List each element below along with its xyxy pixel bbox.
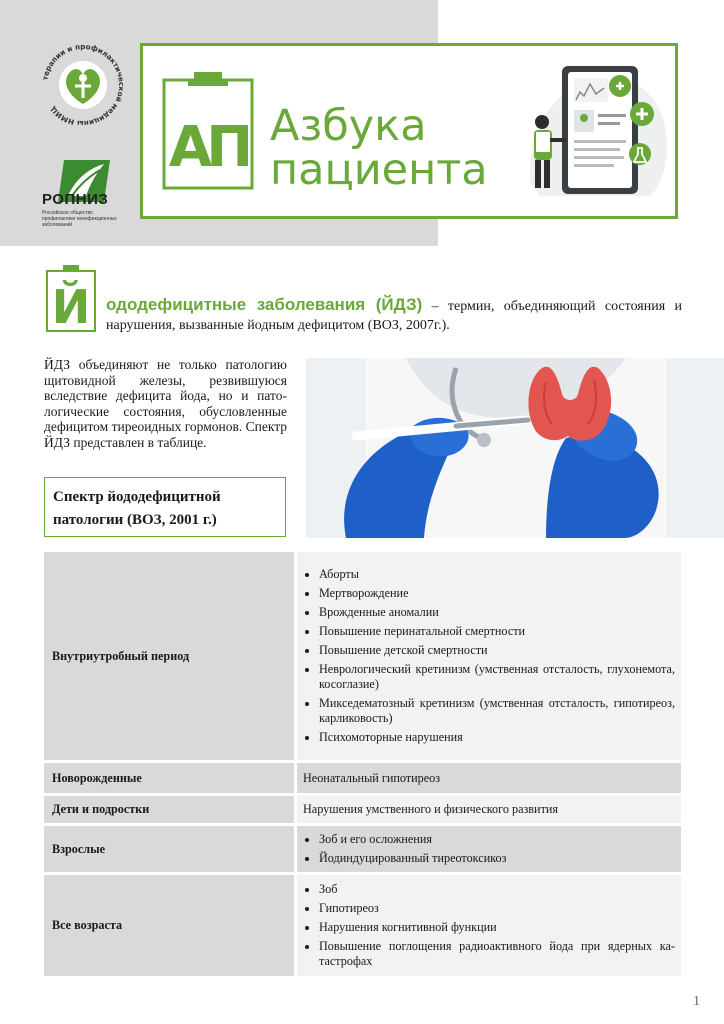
conditions-cell (297, 826, 681, 875)
list-item: • Гипотиреоз (319, 901, 675, 916)
ap-letters: АП (168, 115, 248, 180)
list-item: • Микседематозный кретинизм (умственная отсталость, гипотиреоз, карликовость) (319, 696, 675, 726)
thyroid-model-photo (306, 358, 724, 538)
period-cell: Внутриутробный период (44, 552, 297, 763)
spectrum-heading-line1: Спектр йододефицитной (53, 489, 221, 505)
description-paragraph: ЙДЗ объединяют не только патологию щитовидной железы, резвившуюся вследствие дефицита йода, но и патологические состояния, обусловленные дефицитом тиреоидных гормонов. Спектр ЙДЗ представлен в таблице. (44, 357, 288, 450)
conditions-cell (297, 875, 681, 979)
ropniz-name: РОПНИЗ (42, 191, 109, 208)
list-item: • Неврологический кретинизм (умственная отсталость, глухонемота, косоглазие) (319, 662, 675, 692)
spectrum-heading-line2: патологии (ВОЗ, 2001 г.) (53, 512, 217, 528)
nmic-logo-icon (40, 42, 126, 128)
intro-rest: – термин, объединяющий состояния и нарушения, вызванные йодным дефицитом (ВОЗ, 2007г.). (106, 299, 682, 333)
list-item: • Аборты (319, 567, 675, 582)
period-cell: Взрослые (44, 826, 297, 875)
intro-text (106, 295, 682, 335)
conditions-cell: Нарушения умственного и физического развития (297, 796, 681, 826)
brand-title (270, 101, 488, 195)
brand-title-line2: пациента (270, 145, 488, 195)
list-item: • Повышение поглощения радиоактивного йода при ядерных катастрофах (319, 939, 675, 969)
intro-lead: ододефицитные заболевания (ЙДЗ) (106, 295, 423, 314)
list-item: • Повышение перинатальной смертности (319, 624, 675, 639)
table-row (44, 796, 681, 826)
period-cell: Дети и подростки (44, 796, 297, 826)
iodine-deficiency-spectrum-table (44, 552, 681, 979)
big-letter: Й (51, 280, 91, 333)
conditions-cell: Неонатальный гипотиреоз (297, 763, 681, 796)
brand-title-line1: Азбука (270, 101, 427, 151)
page-number: 1 (693, 994, 700, 1009)
list-item: • Зоб и его осложнения (319, 832, 675, 847)
list-item: • Врожденные аномалии (319, 605, 675, 620)
big-letter-clipboard-icon (45, 263, 97, 333)
conditions-cell (297, 552, 681, 763)
period-cell: Все возраста (44, 875, 297, 979)
list-item: • Мертворождение (319, 586, 675, 601)
table-row (44, 552, 681, 763)
list-item: • Нарушения когнитивной функции (319, 920, 675, 935)
list-item: • Зоб (319, 882, 675, 897)
table-row (44, 875, 681, 979)
list-item: • Повышение детской смертности (319, 643, 675, 658)
medical-report-illustration (520, 62, 672, 202)
table-row (44, 763, 681, 796)
ropniz-subtitle: Российское общество профилактики неинфекционных заболеваний (42, 210, 117, 228)
nmic-ring-text: терапии и профилактической медицины НМИЦ (40, 42, 126, 128)
clipboard-icon (160, 70, 256, 192)
list-item: • Йодиндуцированный тиреотоксикоз (319, 851, 675, 866)
spectrum-heading-box (44, 477, 286, 537)
table-row (44, 826, 681, 875)
period-cell: Новорожденные (44, 763, 297, 796)
list-item: • Психомоторные нарушения (319, 730, 675, 745)
